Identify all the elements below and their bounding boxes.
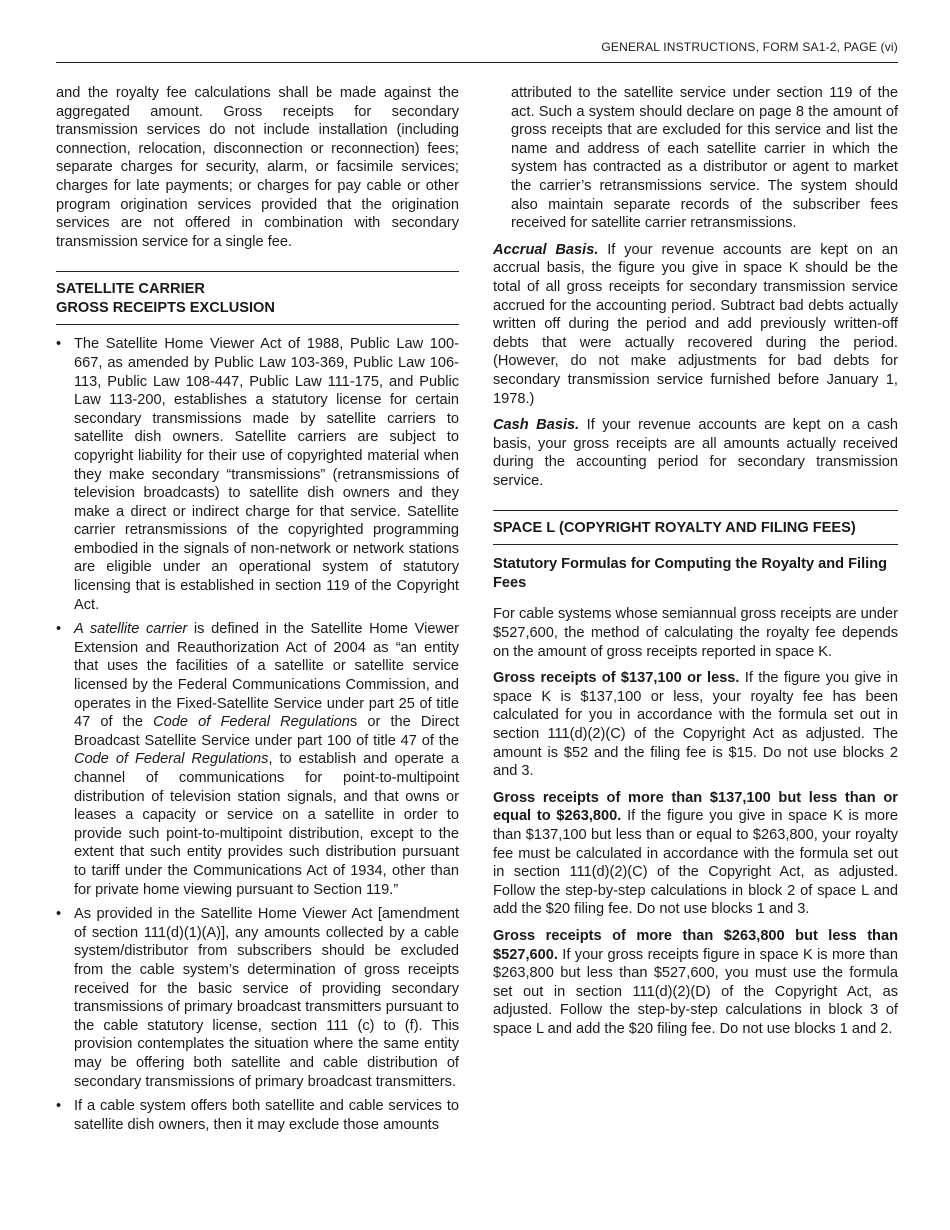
- tier-3-label: Gross receipts of more than $263,800 but less than $527,600.: [493, 927, 898, 963]
- tier-2-label: Gross receipts of more than $137,100 but less than or equal to $263,800.: [493, 789, 898, 825]
- bullet-marker: •: [56, 1098, 62, 1115]
- section-heading-satellite-carrier: [56, 271, 459, 325]
- gross-receipts-tier-2: Gross receipts of more than $137,100 but less than or equal to $263,800. If the figure you give in space K is more than $137,100 but less than or equal to $263,800, your royalty fee must be calculated in accordance with the formula set out in section 111(d)(2)(C) of the Copyright Act, as adjusted. Follow the step-by-step calculations in block 2 of space L and add the $20 filing fee. Do not use blocks 1 and 3.: [493, 789, 898, 918]
- section-heading-line-2: GROSS RECEIPTS EXCLUSION: [56, 300, 275, 317]
- gross-receipts-tier-3: Gross receipts of more than $263,800 but less than $527,600. If your gross receipts figure in space K is more than $263,800 but less than $527,600, you must use the formula set out in section 111(d)(2)(D) of the Copyright Act, as adjusted. Follow the step-by-step calculations in block 3 of space L and add the $20 filing fee. Do not use blocks 1 and 2.: [493, 927, 898, 1037]
- bullet-item: [56, 1097, 459, 1134]
- subheading-statutory-formulas: Statutory Formulas for Computing the Royalty and Filing Fees: [493, 556, 888, 592]
- section-heading-line-1: SATELLITE CARRIER: [56, 281, 205, 298]
- bullet-item: [56, 620, 459, 899]
- space-l-intro: For cable systems whose semiannual gross receipts are under $527,600, the method of calculating the royalty fee depends on the amount of gross receipts reported in space K.: [493, 606, 898, 660]
- gross-receipts-tier-1: Gross receipts of $137,100 or less. If the figure you give in space K is $137,100 or less, your royalty fee has been calculated for you in accordance with the formula set out in section 111(d)(2)(C) of the Copyright Act as adjusted. The amount is $52 and the filing fee is $15. Do not use blocks 2 and 3.: [493, 670, 899, 780]
- accrual-basis-label: Accrual Basis.: [493, 241, 599, 258]
- defined-term: A satellite carrier: [74, 621, 188, 638]
- bullet-text: The Satellite Home Viewer Act of 1988, Public Law 100-667, as amended by Public Law 103-369, Public Law 106-113, Public Law 108-447, Public Law 111-175, and Public Law 113-200, establishes a statutory license for certain secondary transmissions made by satellite carriers to satellite dish owners. Satellite carriers are subject to copyright liability for their use of copyrighted material when they make secondary “transmissions” (retransmissions of television broadcasts) to satellite dish owners and they make a direct or indirect charge for that service. Satellite carrier retransmissions of the copyrighted programming embodied in the signals of non-network or network stations are eligible under an operational system of statutory licensing that is established in section 119 of the Copyright Act.: [74, 336, 459, 613]
- bullet-continuation: attributed to the satellite service under section 119 of the act. Such a system should declare on page 8 the amount of gross receipts that are excluded for this service and list the name and address of each satellite carrier in which the system has contracted as a distributor or agent to market the carrier’s retransmissions service. The system should also maintain separate records of the subscriber fees received for satellite carrier retransmissions.: [511, 85, 898, 232]
- intro-paragraph: and the royalty fee calculations shall be made against the aggregated amount. Gross receipts for secondary transmission services do not include installation (including connection, relocation, disconnection or reconnection) fees; separate charges for security, alarm, or facsimile services; charges for late payments; or charges for pay cable or other program origination services provided that the origination services are not offered in combination with secondary transmission service for a single fee.: [56, 85, 459, 250]
- left-column: [56, 84, 459, 1140]
- cfr-reference: Code of Federal Regulations: [74, 751, 269, 768]
- accrual-basis-paragraph: Accrual Basis. If your revenue accounts are kept on an accrual basis, the figure you give in space K should be the total of all gross receipts for secondary transmission service accrued for the accounting period. Subtract bad debts actually written off during the period and add previously written-off debts that were actually recovered during the period. (However, do not make adjustments for bad debts for secondary transmission service furnished before January 1, 1978.): [493, 241, 898, 407]
- cash-basis-paragraph: Cash Basis. If your revenue accounts are kept on a cash basis, your gross receipts are all amounts actually received during the accounting period for secondary transmission service.: [493, 417, 898, 489]
- right-column: [493, 84, 898, 1047]
- section-heading-text: SPACE L (COPYRIGHT ROYALTY AND FILING FEES): [493, 520, 856, 537]
- bullet-item: [56, 905, 459, 1091]
- page-header: [56, 40, 898, 63]
- bullet-item: [56, 335, 459, 614]
- bullet-marker: •: [56, 336, 62, 353]
- satellite-bullet-list: [56, 335, 459, 1134]
- header-text: GENERAL INSTRUCTIONS, FORM SA1-2, PAGE (vi): [601, 40, 898, 54]
- cash-basis-label: Cash Basis.: [493, 417, 580, 434]
- bullet-text: If a cable system offers both satellite and cable services to satellite dish owners, then it may exclude those amounts: [74, 1098, 459, 1133]
- section-heading-space-l: [493, 510, 898, 545]
- tier-1-label: Gross receipts of $137,100 or less.: [493, 670, 740, 687]
- bullet-text: As provided in the Satellite Home Viewer Act [amendment of section 111(d)(1)(A)], any amounts collected by a cable system/distributor from subscribers should be excluded from the cable system’s determination of gross receipts received for the basic service of providing secondary transmissions of primary broadcast transmitters pursuant to the cable statutory license, section 111 (c) to (f). This provision contemplates the situation where the same entity may be offering both satellite and cable distribution of secondary transmissions of primary broadcast transmitters.: [74, 906, 459, 1090]
- cfr-reference: Code of Federal Regulation: [153, 714, 350, 731]
- bullet-marker: •: [56, 621, 62, 638]
- bullet-text: A satellite carrier is defined in the Satellite Home Viewer Extension and Reauthorization Act of 2004 as “an entity that uses the facilities of a satellite or satellite service licensed by the Federal Communications Commission, and operates in the Fixed-Satellite Service under part 25 of title 47 of the Code of Federal Regulations or the Direct Broadcast Satellite Service under part 100 of title 47 of the Code of Federal Regulations, to establish and operate a channel of communications for point-to-multipoint distribution of television station signals, and that owns or leases a capacity or service on a satellite in order to provide such point-to-multipoint distribution, except to the extent that such entity provides such distribution pursuant to tariff under the Communications Act of 1934, other than for private home viewing pursuant to Section 119.”: [74, 621, 460, 898]
- bullet-marker: •: [56, 906, 62, 923]
